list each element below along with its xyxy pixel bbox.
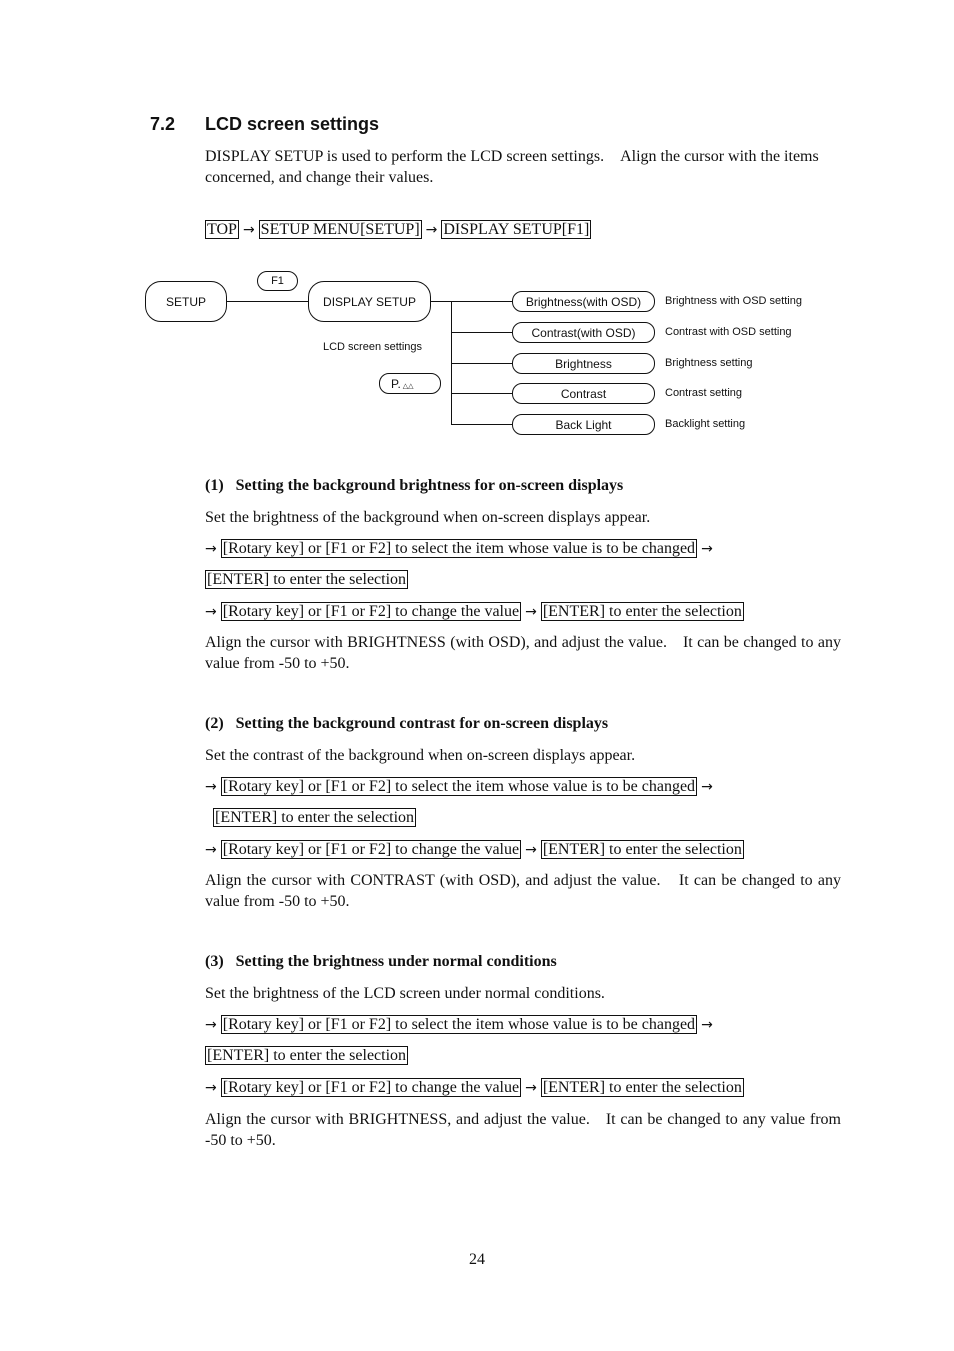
step-select-item: [Rotary key] or [F1 or F2] to select the item whose value is to be changed [222, 540, 696, 557]
subsection-1-title: Setting the background brightness for on-screen displays [235, 477, 624, 494]
lcd-settings-label: LCD screen settings [323, 341, 423, 353]
f1-key: F1 [257, 271, 298, 291]
step-change-value: [Rotary key] or [F1 or F2] to change the value [222, 841, 520, 858]
subsection-1-step-line-2 [205, 569, 408, 591]
subsection-2-title: Setting the background contrast for on-screen displays [235, 715, 609, 732]
arrow-icon: → [205, 1080, 217, 1096]
arrow-icon: → [701, 779, 713, 795]
display-setup-node: DISPLAY SETUP [308, 281, 431, 322]
page-number: 24 [469, 1251, 485, 1268]
subsection-2-number: (2) [205, 715, 224, 732]
item-brightness-osd: Brightness(with OSD) [512, 291, 655, 312]
arrow-icon: → [205, 842, 217, 858]
connector-line [227, 301, 309, 302]
arrow-icon: → [425, 222, 438, 238]
menu-diagram [0, 0, 954, 460]
step-enter-selection: [ENTER] to enter the selection [207, 571, 407, 588]
connector-line [451, 393, 512, 394]
subsection-2-note: Align the cursor with CONTRAST (with OSD), and adjust the value. It can be changed to any value from -50 to +50. [205, 872, 841, 910]
arrow-icon: → [525, 604, 537, 620]
connector-line [451, 332, 512, 333]
path-setup-menu: SETUP MENU[SETUP] [260, 221, 420, 238]
arrow-icon: → [525, 842, 537, 858]
section-title: LCD screen settings [205, 114, 380, 134]
step-enter-selection: [ENTER] to enter the selection [542, 1079, 742, 1096]
arrow-icon: → [242, 222, 255, 238]
arrow-icon: → [525, 1080, 537, 1096]
desc-back-light: Backlight setting [665, 418, 746, 430]
step-enter-selection: [ENTER] to enter the selection [542, 603, 742, 620]
desc-contrast-osd: Contrast with OSD setting [665, 326, 792, 338]
setup-node: SETUP [145, 281, 227, 322]
step-select-item: [Rotary key] or [F1 or F2] to select the item whose value is to be changed [222, 1016, 696, 1033]
subsection-1-note: Align the cursor with BRIGHTNESS (with OSD), and adjust the value. It can be changed to any value from -50 to +50. [205, 634, 841, 672]
subsection-3-step-line-2 [205, 1045, 408, 1067]
step-change-value: [Rotary key] or [F1 or F2] to change the value [222, 1079, 520, 1096]
subsection-3-heading [205, 953, 557, 971]
step-select-item: [Rotary key] or [F1 or F2] to select the item whose value is to be changed [222, 778, 696, 795]
item-contrast-osd: Contrast(with OSD) [512, 322, 655, 343]
desc-contrast: Contrast setting [665, 387, 743, 399]
item-brightness: Brightness [512, 353, 655, 374]
arrow-icon: → [701, 541, 713, 557]
arrow-icon: → [205, 541, 217, 557]
arrow-icon: → [701, 1017, 713, 1033]
step-enter-selection: [ENTER] to enter the selection [542, 841, 742, 858]
desc-brightness: Brightness setting [665, 357, 753, 369]
connector-line [451, 424, 512, 425]
page-indicator [379, 373, 441, 394]
subsection-2-heading [205, 715, 608, 733]
subsection-3-title: Setting the brightness under normal conditions [235, 953, 557, 970]
subsection-1-desc: Set the brightness of the background when on-screen displays appear. [205, 509, 651, 526]
subsection-2-step-line-2 [213, 807, 416, 829]
subsection-3-step-line-1 [205, 1014, 713, 1036]
subsection-1-step-line-1 [205, 538, 713, 560]
connector-line [430, 301, 512, 302]
subsection-3-note: Align the cursor with BRIGHTNESS, and adjust the value. It can be changed to any value from -50 to +50. [205, 1111, 841, 1149]
subsection-3-number: (3) [205, 953, 224, 970]
subsection-1-number: (1) [205, 477, 224, 494]
subsection-2-desc: Set the contrast of the background when on-screen displays appear. [205, 747, 636, 764]
item-contrast: Contrast [512, 383, 655, 404]
step-enter-selection: [ENTER] to enter the selection [215, 809, 415, 826]
section-number: 7.2 [150, 114, 176, 134]
subsection-3-step-line-3 [205, 1077, 744, 1099]
arrow-icon: → [205, 779, 217, 795]
desc-brightness-osd: Brightness with OSD setting [665, 295, 802, 307]
connector-line [451, 363, 512, 364]
subsection-2-step-line-3 [205, 839, 744, 861]
arrow-icon: → [205, 1017, 217, 1033]
subsection-1-heading [205, 477, 623, 495]
intro-text: DISPLAY SETUP is used to perform the LCD screen settings. Align the cursor with the items concerned, and change their values. [205, 148, 819, 186]
path-top: TOP [207, 221, 237, 238]
arrow-icon: → [205, 604, 217, 620]
item-back-light: Back Light [512, 414, 655, 435]
page-triangle-icon: △△ [402, 382, 414, 390]
page-label: P. [391, 376, 401, 391]
subsection-3-desc: Set the brightness of the LCD screen under normal conditions. [205, 985, 605, 1002]
path-display-setup: DISPLAY SETUP[F1] [443, 221, 590, 238]
subsection-1-step-line-3 [205, 601, 744, 623]
subsection-2-step-line-1 [205, 776, 713, 798]
step-change-value: [Rotary key] or [F1 or F2] to change the value [222, 603, 520, 620]
step-enter-selection: [ENTER] to enter the selection [207, 1047, 407, 1064]
